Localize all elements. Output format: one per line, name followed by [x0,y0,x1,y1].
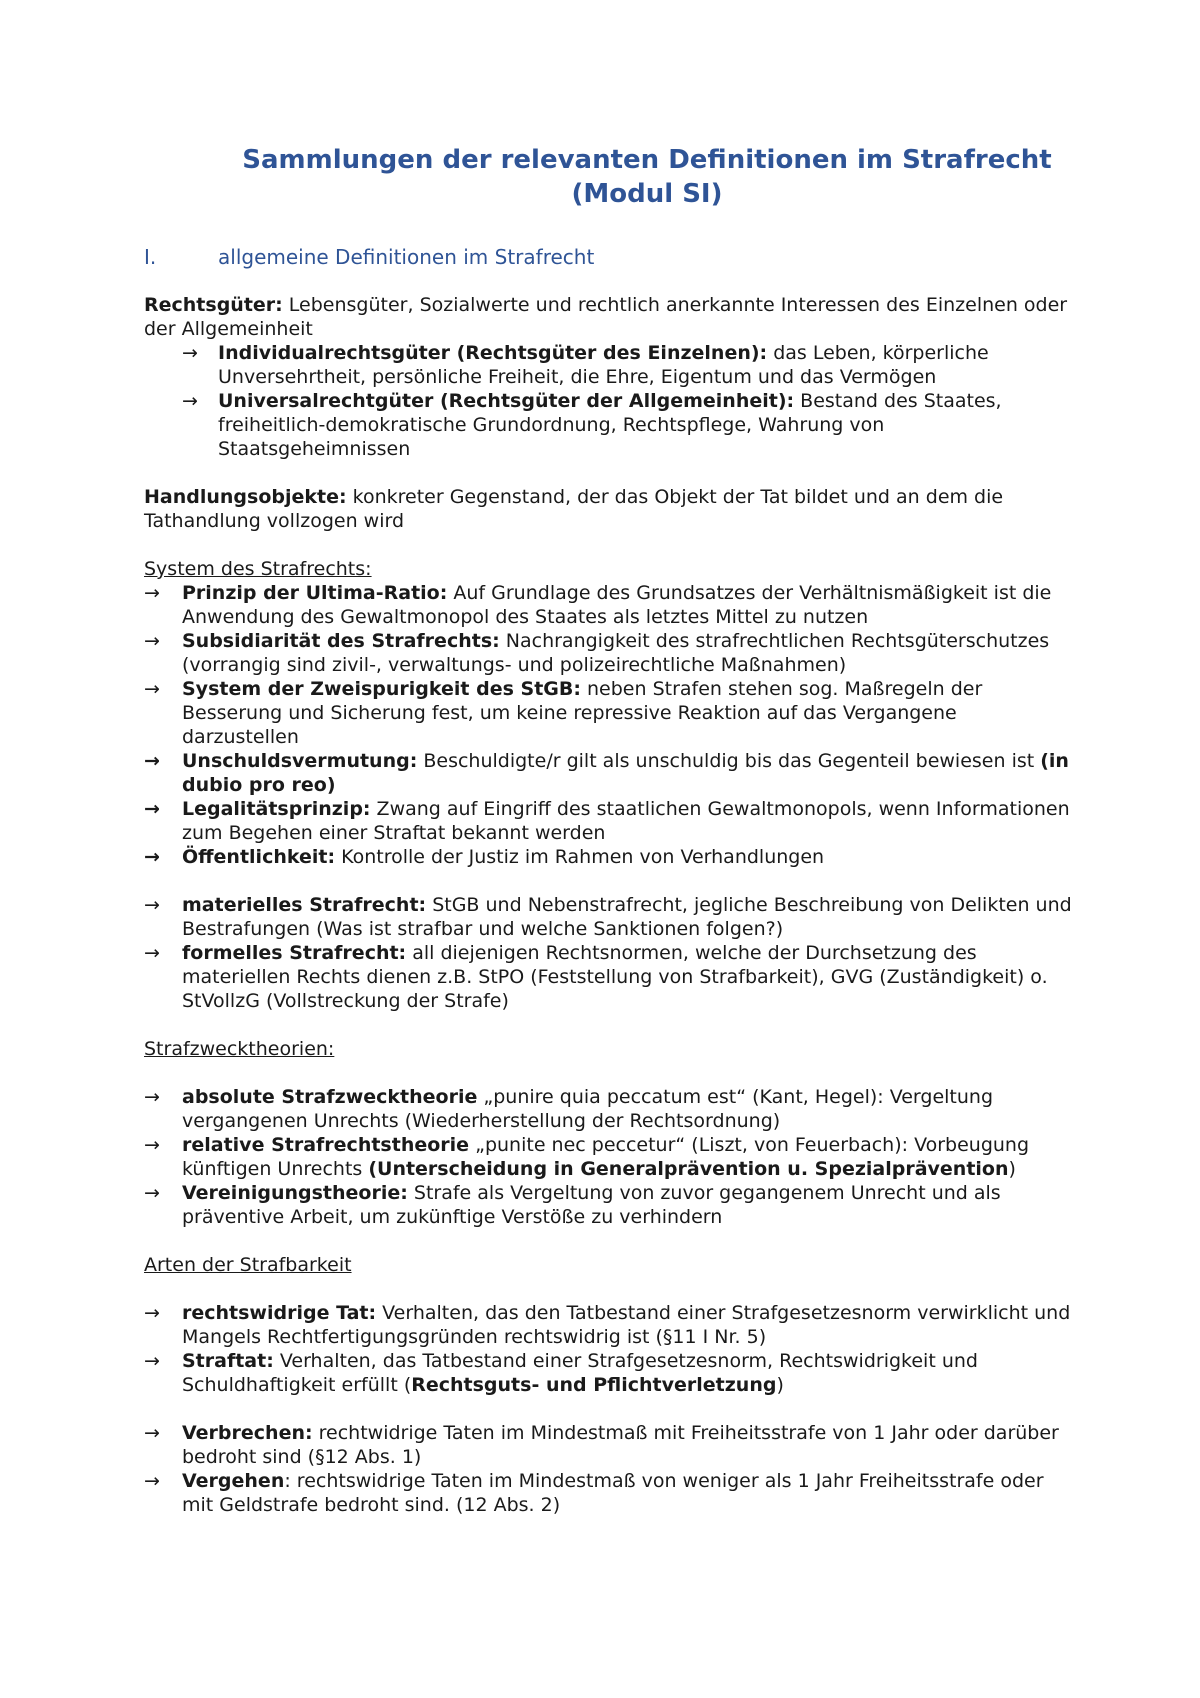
arrow-icon: → [144,1302,160,1324]
list-item: → relative Strafrechtstheorie „punite nec peccetur“ (Liszt, von Feuerbach): Vorbeugung künftigen Unrechts (Unterscheidung in Generalprävention u. Spezialprävention) [144,1134,1030,1180]
arten-heading: Arten der Strafbarkeit [144,1254,352,1276]
section-heading [144,245,1074,269]
list-item: → Prinzip der Ultima-Ratio: Auf Grundlage des Grundsatzes der Verhältnismäßigkeit ist die Anwendung des Gewaltmonopol des Staates als letztes Mittel zu nutzen [144,582,1052,628]
list-item: → materielles Strafrecht: StGB und Nebenstrafrecht, jegliche Beschreibung von Delikten und Bestrafungen (Was ist strafbar und welche Sanktionen folgen?) [144,894,1072,940]
arrow-icon: → [144,942,160,964]
verbrechen-list [144,1421,1074,1517]
arrow-icon: → [144,1134,160,1156]
arrow-icon: → [144,894,160,916]
list-item: → Vereinigungstheorie: Strafe als Vergeltung von zuvor gegangenem Unrecht und als präventive Arbeit, um zukünftige Verstöße zu verhindern [144,1182,1001,1228]
system-heading: System des Strafrechts: [144,558,372,580]
list-item: → Unschuldsvermutung: Beschuldigte/r gilt als unschuldig bis das Gegenteil bewiesen ist (in dubio pro reo) [144,750,1069,796]
title-line-1: Sammlungen der relevanten Definitionen im Strafrecht [242,145,1052,175]
arrow-icon: → [144,1350,160,1372]
list-item: → Öffentlichkeit: Kontrolle der Justiz im Rahmen von Verhandlungen [144,846,825,868]
title-line-2: (Modul SI) [571,179,723,209]
definition-rechtsgueter: Rechtsgüter: Lebensgüter, Sozialwerte und rechtlich anerkannte Interessen des Einzelnen oder der Allgemeinheit [144,294,1068,340]
strafzweck-heading: Strafzwecktheorien: [144,1038,335,1060]
list-item: → rechtswidrige Tat: Verhalten, das den Tatbestand einer Strafgesetzesnorm verwirklicht und Mangels Rechtfertigungsgründen rechtswidrig ist (§11 I Nr. 5) [144,1302,1071,1348]
system-list [144,581,1074,869]
list-item: → System der Zweispurigkeit des StGB: neben Strafen stehen sog. Maßregeln der Besserung und Sicherung fest, um keine repressive Reaktion auf das Vergangene darzustellen [144,678,983,748]
document-content [144,143,1074,1517]
arten-list [144,1301,1074,1397]
strafrecht-list [144,893,1074,1013]
arrow-icon: → [144,1470,160,1492]
list-item: → Verbrechen: rechtwidrige Taten im Mindestmaß mit Freiheitsstrafe von 1 Jahr oder darüber bedroht sind (§12 Abs. 1) [144,1422,1059,1468]
arrow-icon: → [182,342,198,364]
arrow-icon: → [144,1422,160,1444]
arrow-icon: → [144,1086,160,1108]
list-item: → Universalrechtgüter (Rechtsgüter der Allgemeinheit): Bestand des Staates, freiheitlich-demokratische Grundordnung, Rechtspflege, Wahrung von Staatsgeheimnissen [182,390,1002,460]
strafzweck-list [144,1085,1074,1229]
section-number: I. [144,245,157,269]
list-item: → Legalitätsprinzip: Zwang auf Eingriff des staatlichen Gewaltmonopols, wenn Informationen zum Begehen einer Straftat bekannt werden [144,798,1070,844]
list-item: → formelles Strafrecht: all diejenigen Rechtsnormen, welche der Durchsetzung des materiellen Rechts dienen z.B. StPO (Feststellung von Strafbarkeit), GVG (Zuständigkeit) o. StVollzG (Vollstreckung der Strafe) [144,942,1048,1012]
definition-handlungsobjekte: Handlungsobjekte: konkreter Gegenstand, der das Objekt der Tat bildet und an dem die Tathandlung vollzogen wird [144,486,1004,532]
arrow-icon: → [144,630,160,652]
list-item: → absolute Strafzwecktheorie „punire quia peccatum est“ (Kant, Hegel): Vergeltung vergangenen Unrechts (Wiederherstellung der Rechtsordnung) [144,1086,994,1132]
arrow-icon: → [144,582,160,604]
arrow-icon: → [144,678,160,700]
list-item: → Subsidiarität des Strafrechts: Nachrangigkeit des strafrechtlichen Rechtsgüterschutzes (vorrangig sind zivil-, verwaltungs- und polizeirechtliche Maßnahmen) [144,630,1050,676]
list-item: → Vergehen: rechtswidrige Taten im Mindestmaß von weniger als 1 Jahr Freiheitsstrafe oder mit Geldstrafe bedroht sind. (12 Abs. 2) [144,1470,1044,1516]
document-title [182,143,1112,211]
rechtsgueter-list [144,341,1074,461]
list-item: → Individualrechtsgüter (Rechtsgüter des Einzelnen): das Leben, körperliche Unversehrtheit, persönliche Freiheit, die Ehre, Eigentum und das Vermögen [182,342,989,388]
arrow-icon: → [144,846,160,868]
section-title: allgemeine Definitionen im Strafrecht [218,245,595,269]
arrow-icon: → [182,390,198,412]
list-item: → Straftat: Verhalten, das Tatbestand einer Strafgesetzesnorm, Rechtswidrigkeit und Schuldhaftigkeit erfüllt (Rechtsguts- und Pflichtverletzung) [144,1350,978,1396]
arrow-icon: → [144,798,160,820]
arrow-icon: → [144,1182,160,1204]
arrow-icon: → [144,750,160,772]
